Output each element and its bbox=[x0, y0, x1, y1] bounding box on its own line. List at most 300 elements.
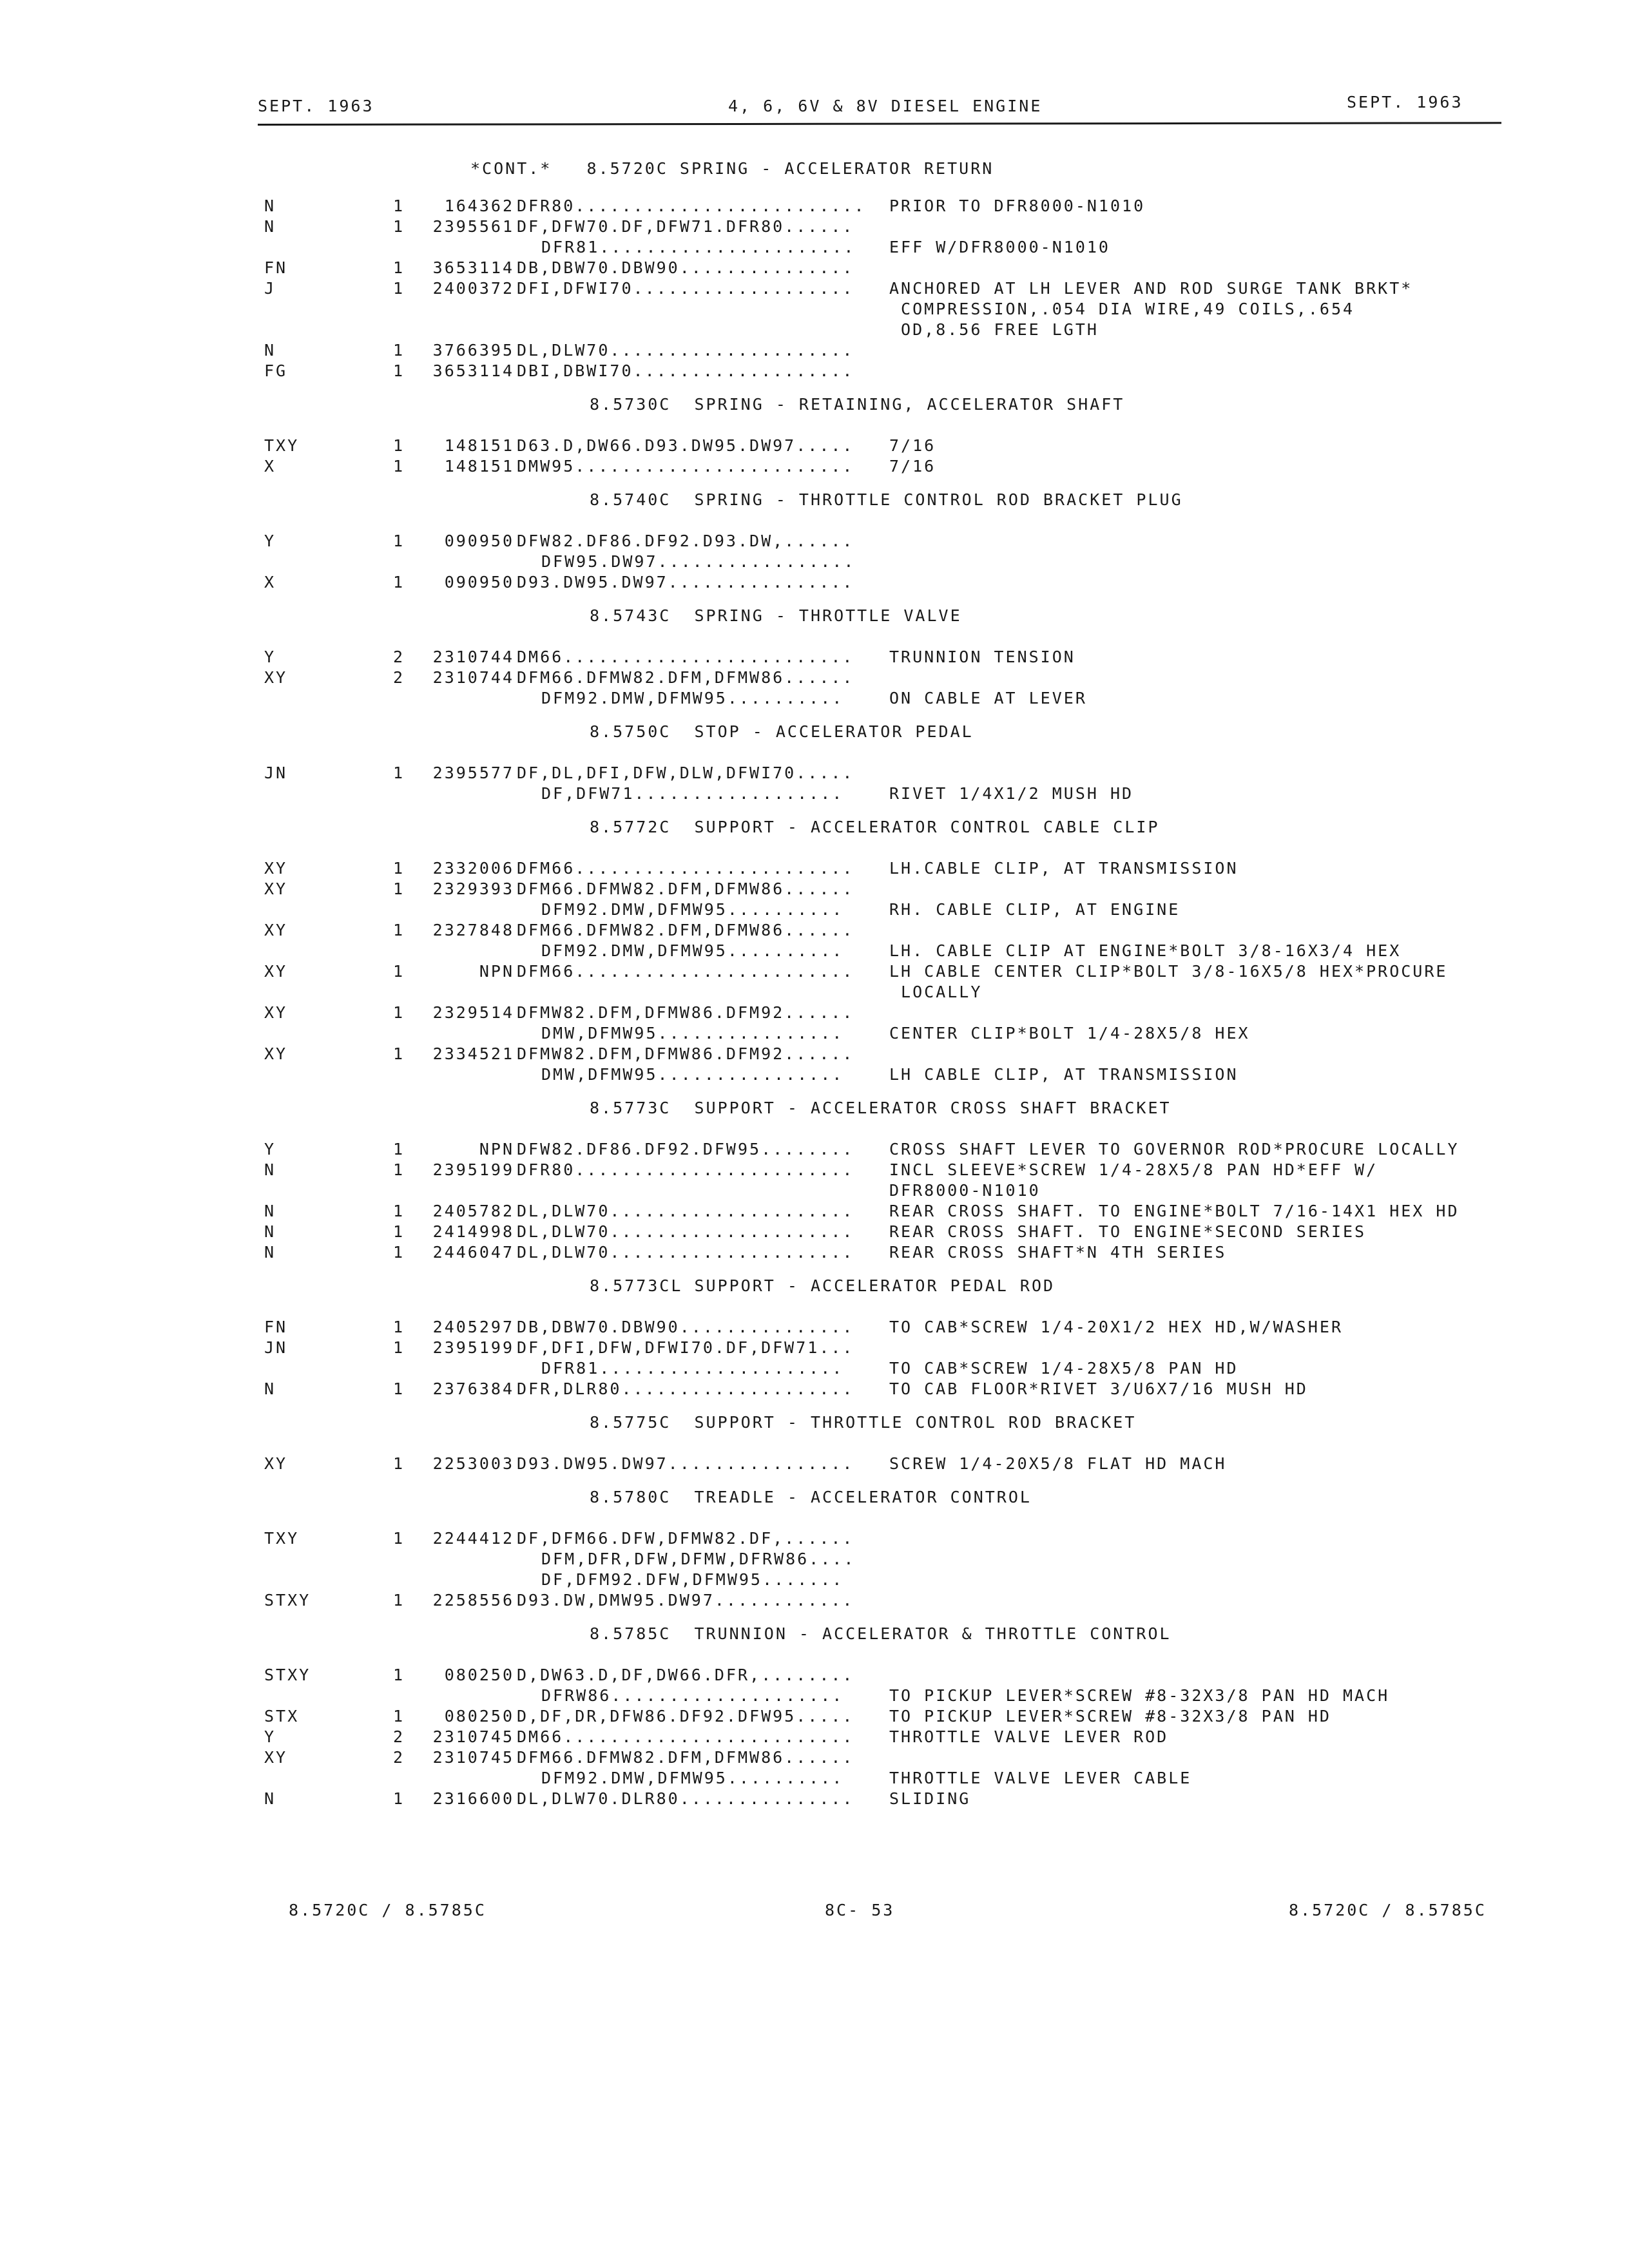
model-list: DFM66........................ bbox=[517, 859, 854, 878]
model-list: DFM66.DFMW82.DFM,DFMW86...... bbox=[517, 879, 854, 898]
model-code: N bbox=[264, 341, 276, 360]
part-number: 3653114 bbox=[432, 258, 514, 277]
part-entry bbox=[0, 858, 1629, 879]
model-code: XY bbox=[264, 1044, 288, 1063]
entry-line bbox=[0, 1454, 1629, 1474]
quantity: 1 bbox=[393, 1666, 405, 1684]
entry-line bbox=[0, 1180, 1629, 1201]
quantity: 1 bbox=[393, 573, 405, 591]
entry-line bbox=[0, 552, 1629, 572]
entry-line bbox=[0, 1528, 1629, 1549]
part-description: OD,8.56 FREE LGTH bbox=[889, 320, 1099, 339]
quantity: 1 bbox=[393, 457, 405, 476]
part-description: LOCALLY bbox=[889, 983, 983, 1001]
header-rule bbox=[258, 122, 1501, 126]
quantity: 1 bbox=[393, 1160, 405, 1179]
entry-line bbox=[0, 783, 1629, 804]
part-entry bbox=[0, 196, 1629, 216]
quantity: 1 bbox=[393, 341, 405, 360]
part-description: THROTTLE VALVE LEVER CABLE bbox=[889, 1769, 1192, 1787]
footer-range-right: 8.5720C / 8.5785C bbox=[1289, 1901, 1487, 1919]
quantity: 1 bbox=[393, 1243, 405, 1262]
entry-line bbox=[0, 1201, 1629, 1222]
part-number: 2446047 bbox=[432, 1243, 514, 1262]
quantity: 1 bbox=[393, 1222, 405, 1241]
model-list: DM66......................... bbox=[517, 648, 854, 666]
section-title: 8.5780C TREADLE - ACCELERATOR CONTROL bbox=[590, 1488, 1032, 1506]
part-entry bbox=[0, 258, 1629, 278]
entry-line bbox=[0, 647, 1629, 668]
model-list: DFM92.DMW,DFMW95.......... bbox=[541, 941, 844, 960]
quantity: 1 bbox=[393, 879, 405, 898]
model-list: DFM92.DMW,DFMW95.......... bbox=[541, 1769, 844, 1787]
quantity: 1 bbox=[393, 279, 405, 298]
part-description: ON CABLE AT LEVER bbox=[889, 689, 1087, 707]
page-number: 8C- 53 bbox=[825, 1901, 895, 1919]
model-list: DFR80......................... bbox=[517, 197, 866, 215]
model-code: STXY bbox=[264, 1666, 311, 1684]
part-entry bbox=[0, 531, 1629, 572]
part-description: LH CABLE CLIP, AT TRANSMISSION bbox=[889, 1065, 1239, 1084]
entry-line bbox=[0, 1789, 1629, 1809]
model-code: Y bbox=[264, 532, 276, 550]
entry-line bbox=[0, 858, 1629, 879]
part-entry bbox=[0, 1317, 1629, 1338]
part-number: 2376384 bbox=[432, 1379, 514, 1398]
part-description: REAR CROSS SHAFT*N 4TH SERIES bbox=[889, 1243, 1227, 1262]
quantity: 1 bbox=[393, 1202, 405, 1220]
quantity: 2 bbox=[393, 1727, 405, 1746]
model-list: DB,DBW70.DBW90............... bbox=[517, 1318, 854, 1336]
entry-line bbox=[0, 920, 1629, 941]
quantity: 1 bbox=[393, 764, 405, 782]
section-title: 8.5772C SUPPORT - ACCELERATOR CONTROL CABLE CLIP bbox=[590, 818, 1160, 836]
entry-line bbox=[0, 278, 1629, 299]
part-number: 3766395 bbox=[432, 341, 514, 360]
model-list: DL,DLW70..................... bbox=[517, 1222, 854, 1241]
entry-line bbox=[0, 1222, 1629, 1242]
entry-line bbox=[0, 531, 1629, 552]
section-title: 8.5740C SPRING - THROTTLE CONTROL ROD BRACKET PLUG bbox=[590, 490, 1183, 509]
part-number: 2329393 bbox=[432, 879, 514, 898]
model-list: DFRW86.................... bbox=[541, 1686, 844, 1705]
part-number: 090950 bbox=[444, 532, 514, 550]
part-description: INCL SLEEVE*SCREW 1/4-28X5/8 PAN HD*EFF W/ bbox=[889, 1160, 1378, 1179]
model-list: DFM66.DFMW82.DFM,DFMW86...... bbox=[517, 921, 854, 939]
model-list: DF,DFW71.................. bbox=[541, 784, 844, 803]
model-code: Y bbox=[264, 1140, 276, 1158]
entry-line bbox=[0, 763, 1629, 783]
model-list: D93.DW,DMW95.DW97............ bbox=[517, 1591, 854, 1610]
part-description: REAR CROSS SHAFT. TO ENGINE*SECOND SERIES bbox=[889, 1222, 1367, 1241]
quantity: 1 bbox=[393, 1529, 405, 1548]
quantity: 1 bbox=[393, 217, 405, 236]
entry-line bbox=[0, 258, 1629, 278]
part-entry bbox=[0, 1706, 1629, 1727]
model-list: DFMW82.DFM,DFMW86.DFM92...... bbox=[517, 1003, 854, 1022]
part-description: 7/16 bbox=[889, 457, 936, 476]
model-code: X bbox=[264, 573, 276, 591]
part-number: 148151 bbox=[444, 457, 514, 476]
header-date-left: SEPT. 1963 bbox=[258, 97, 374, 115]
header-date-right: SEPT. 1963 bbox=[1347, 93, 1463, 111]
entry-line bbox=[0, 1023, 1629, 1044]
model-code: XY bbox=[264, 1748, 288, 1767]
part-number: 2400372 bbox=[432, 279, 514, 298]
section bbox=[0, 718, 1629, 804]
part-entry bbox=[0, 1727, 1629, 1747]
entry-line bbox=[0, 1570, 1629, 1590]
part-entry bbox=[0, 278, 1629, 340]
quantity: 1 bbox=[393, 1003, 405, 1022]
part-description: RIVET 1/4X1/2 MUSH HD bbox=[889, 784, 1134, 803]
quantity: 1 bbox=[393, 1044, 405, 1063]
entry-line bbox=[0, 456, 1629, 477]
entry-line bbox=[0, 1747, 1629, 1768]
quantity: 1 bbox=[393, 921, 405, 939]
part-entry bbox=[0, 1242, 1629, 1263]
part-entry bbox=[0, 1222, 1629, 1242]
part-number: 3653114 bbox=[432, 361, 514, 380]
part-entry bbox=[0, 1528, 1629, 1590]
part-number: 2405782 bbox=[432, 1202, 514, 1220]
model-list: DFM92.DMW,DFMW95.......... bbox=[541, 689, 844, 707]
model-code: J bbox=[264, 279, 276, 298]
model-list: DFW82.DF86.DF92.D93.DW,...... bbox=[517, 532, 854, 550]
quantity: 1 bbox=[393, 859, 405, 878]
quantity: 1 bbox=[393, 1338, 405, 1357]
model-list: DFM66........................ bbox=[517, 962, 854, 981]
model-list: DMW,DFMW95................ bbox=[541, 1024, 844, 1043]
entry-line bbox=[0, 340, 1629, 361]
part-description: COMPRESSION,.054 DIA WIRE,49 COILS,.654 bbox=[889, 300, 1355, 318]
entry-line bbox=[0, 1064, 1629, 1085]
model-code: FN bbox=[264, 258, 288, 277]
quantity: 1 bbox=[393, 436, 405, 455]
entry-line bbox=[0, 1242, 1629, 1263]
model-list: DL,DLW70..................... bbox=[517, 341, 854, 360]
entry-line bbox=[0, 1549, 1629, 1570]
entry-line bbox=[0, 1665, 1629, 1686]
part-number: 2310744 bbox=[432, 648, 514, 666]
part-number: 2334521 bbox=[432, 1044, 514, 1063]
model-list: DL,DLW70..................... bbox=[517, 1243, 854, 1262]
model-list: DFM66.DFMW82.DFM,DFMW86...... bbox=[517, 1748, 854, 1767]
model-code: N bbox=[264, 1243, 276, 1262]
part-entry bbox=[0, 1201, 1629, 1222]
part-entry bbox=[0, 1139, 1629, 1160]
model-code: N bbox=[264, 1379, 276, 1398]
part-number: 164362 bbox=[444, 197, 514, 215]
part-entry bbox=[0, 216, 1629, 258]
quantity: 1 bbox=[393, 1379, 405, 1398]
part-description: DFR8000-N1010 bbox=[889, 1181, 1041, 1200]
entry-line bbox=[0, 1768, 1629, 1789]
entry-line bbox=[0, 899, 1629, 920]
model-code: FG bbox=[264, 361, 288, 380]
model-list: D63.D,DW66.D93.DW95.DW97..... bbox=[517, 436, 854, 455]
part-entry bbox=[0, 920, 1629, 961]
entry-line bbox=[0, 436, 1629, 456]
section-title: 8.5730C SPRING - RETAINING, ACCELERATOR SHAFT bbox=[590, 395, 1125, 414]
part-number: 2310745 bbox=[432, 1748, 514, 1767]
part-entry bbox=[0, 1747, 1629, 1789]
part-description: PRIOR TO DFR8000-N1010 bbox=[889, 197, 1146, 215]
model-code: TXY bbox=[264, 1529, 300, 1548]
part-entry bbox=[0, 763, 1629, 804]
model-code: X bbox=[264, 457, 276, 476]
model-list: DFR80........................ bbox=[517, 1160, 854, 1179]
part-description: CENTER CLIP*BOLT 1/4-28X5/8 HEX bbox=[889, 1024, 1250, 1043]
part-number: 2253003 bbox=[432, 1454, 514, 1473]
model-list: DMW,DFMW95................ bbox=[541, 1065, 844, 1084]
part-entry bbox=[0, 572, 1629, 593]
part-description: ANCHORED AT LH LEVER AND ROD SURGE TANK BRKT* bbox=[889, 279, 1413, 298]
part-entry bbox=[0, 1379, 1629, 1399]
model-code: FN bbox=[264, 1318, 288, 1336]
part-description: SLIDING bbox=[889, 1789, 971, 1808]
model-list: DFM,DFR,DFW,DFMW,DFRW86.... bbox=[541, 1550, 856, 1568]
model-list: DFR,DLR80.................... bbox=[517, 1379, 854, 1398]
part-entry bbox=[0, 668, 1629, 709]
section bbox=[0, 1408, 1629, 1474]
part-entry bbox=[0, 1003, 1629, 1044]
section-title: *CONT.* 8.5720C SPRING - ACCELERATOR RETURN bbox=[470, 159, 994, 178]
part-description: SCREW 1/4-20X5/8 FLAT HD MACH bbox=[889, 1454, 1227, 1473]
model-code: N bbox=[264, 1160, 276, 1179]
entry-line bbox=[0, 1727, 1629, 1747]
part-number: 2332006 bbox=[432, 859, 514, 878]
quantity: 1 bbox=[393, 1707, 405, 1725]
part-number: 2316600 bbox=[432, 1789, 514, 1808]
quantity: 1 bbox=[393, 1789, 405, 1808]
section-title: 8.5743C SPRING - THROTTLE VALVE bbox=[590, 606, 962, 625]
part-number: 2414998 bbox=[432, 1222, 514, 1241]
model-list: DF,DFI,DFW,DFWI70.DF,DFW71... bbox=[517, 1338, 854, 1357]
part-description: 7/16 bbox=[889, 436, 936, 455]
model-code: JN bbox=[264, 764, 288, 782]
entry-line bbox=[0, 1338, 1629, 1358]
quantity: 2 bbox=[393, 1748, 405, 1767]
entry-line bbox=[0, 216, 1629, 237]
model-code: STX bbox=[264, 1707, 300, 1725]
part-entry bbox=[0, 1454, 1629, 1474]
part-entry bbox=[0, 961, 1629, 1003]
part-description: LH CABLE CENTER CLIP*BOLT 3/8-16X5/8 HEX*PROCURE bbox=[889, 962, 1448, 981]
quantity: 2 bbox=[393, 668, 405, 687]
part-description: TO CAB FLOOR*RIVET 3/U6X7/16 MUSH HD bbox=[889, 1379, 1308, 1398]
section bbox=[0, 390, 1629, 477]
entry-line bbox=[0, 320, 1629, 340]
part-number: NPN bbox=[479, 1140, 514, 1158]
model-code: Y bbox=[264, 648, 276, 666]
section bbox=[0, 1483, 1629, 1611]
model-code: XY bbox=[264, 962, 288, 981]
model-list: D,DW63.D,DF,DW66.DFR,........ bbox=[517, 1666, 854, 1684]
quantity: 1 bbox=[393, 1318, 405, 1336]
entry-line bbox=[0, 1358, 1629, 1379]
model-list: DM66......................... bbox=[517, 1727, 854, 1746]
model-list: DFW82.DF86.DF92.DFW95........ bbox=[517, 1140, 854, 1158]
section bbox=[0, 602, 1629, 709]
section bbox=[0, 486, 1629, 593]
entry-line bbox=[0, 1379, 1629, 1399]
part-entry bbox=[0, 1044, 1629, 1085]
model-list: DFM66.DFMW82.DFM,DFMW86...... bbox=[517, 668, 854, 687]
part-description: TO CAB*SCREW 1/4-20X1/2 HEX HD,W/WASHER bbox=[889, 1318, 1343, 1336]
section bbox=[0, 155, 1629, 381]
header-title: 4, 6, 6V & 8V DIESEL ENGINE bbox=[728, 97, 1043, 115]
entry-line bbox=[0, 299, 1629, 320]
model-code: STXY bbox=[264, 1591, 311, 1610]
parts-list bbox=[0, 155, 1629, 1809]
entry-line bbox=[0, 879, 1629, 899]
model-list: DF,DFW70.DF,DFW71.DFR80...... bbox=[517, 217, 854, 236]
model-code: N bbox=[264, 1202, 276, 1220]
part-description: RH. CABLE CLIP, AT ENGINE bbox=[889, 900, 1181, 919]
entry-line bbox=[0, 1003, 1629, 1023]
quantity: 1 bbox=[393, 361, 405, 380]
entry-line bbox=[0, 237, 1629, 258]
model-code: XY bbox=[264, 859, 288, 878]
part-description: REAR CROSS SHAFT. TO ENGINE*BOLT 7/16-14X1 HEX HD bbox=[889, 1202, 1460, 1220]
quantity: 1 bbox=[393, 532, 405, 550]
entry-line bbox=[0, 1317, 1629, 1338]
model-code: XY bbox=[264, 1003, 288, 1022]
part-description: TRUNNION TENSION bbox=[889, 648, 1075, 666]
model-code: TXY bbox=[264, 436, 300, 455]
part-entry bbox=[0, 1160, 1629, 1201]
section bbox=[0, 1094, 1629, 1263]
footer-range-left: 8.5720C / 8.5785C bbox=[289, 1901, 487, 1919]
entry-line bbox=[0, 982, 1629, 1003]
part-number: 080250 bbox=[444, 1666, 514, 1684]
section-title: 8.5773CL SUPPORT - ACCELERATOR PEDAL ROD bbox=[590, 1276, 1055, 1295]
part-number: 2405297 bbox=[432, 1318, 514, 1336]
model-list: DFMW82.DFM,DFMW86.DFM92...... bbox=[517, 1044, 854, 1063]
part-entry bbox=[0, 1665, 1629, 1706]
entry-line bbox=[0, 196, 1629, 216]
section-title: 8.5773C SUPPORT - ACCELERATOR CROSS SHAFT BRACKET bbox=[590, 1099, 1171, 1117]
quantity: 1 bbox=[393, 258, 405, 277]
model-code: XY bbox=[264, 668, 288, 687]
part-number: 2244412 bbox=[432, 1529, 514, 1548]
model-code: N bbox=[264, 217, 276, 236]
entry-line bbox=[0, 1706, 1629, 1727]
entry-line bbox=[0, 961, 1629, 982]
quantity: 1 bbox=[393, 197, 405, 215]
part-number: 2395577 bbox=[432, 764, 514, 782]
model-list: D93.DW95.DW97................ bbox=[517, 1454, 854, 1473]
model-code: Y bbox=[264, 1727, 276, 1746]
model-list: DFW95.DW97................. bbox=[541, 552, 856, 571]
quantity: 1 bbox=[393, 1454, 405, 1473]
model-list: DFM92.DMW,DFMW95.......... bbox=[541, 900, 844, 919]
part-description: EFF W/DFR8000-N1010 bbox=[889, 238, 1110, 256]
entry-line bbox=[0, 1160, 1629, 1180]
model-list: DMW95........................ bbox=[517, 457, 854, 476]
model-code: N bbox=[264, 1789, 276, 1808]
model-list: DL,DLW70..................... bbox=[517, 1202, 854, 1220]
part-number: 2310744 bbox=[432, 668, 514, 687]
model-code: XY bbox=[264, 879, 288, 898]
part-number: 2395199 bbox=[432, 1160, 514, 1179]
part-number: 2310745 bbox=[432, 1727, 514, 1746]
part-entry bbox=[0, 456, 1629, 477]
part-entry bbox=[0, 1789, 1629, 1809]
part-entry bbox=[0, 1590, 1629, 1611]
part-description: CROSS SHAFT LEVER TO GOVERNOR ROD*PROCURE LOCALLY bbox=[889, 1140, 1460, 1158]
model-code: XY bbox=[264, 921, 288, 939]
part-number: 2327848 bbox=[432, 921, 514, 939]
entry-line bbox=[0, 572, 1629, 593]
model-list: DBI,DBWI70................... bbox=[517, 361, 854, 380]
part-description: TO PICKUP LEVER*SCREW #8-32X3/8 PAN HD bbox=[889, 1707, 1331, 1725]
part-entry bbox=[0, 436, 1629, 456]
model-list: D,DF,DR,DFW86.DF92.DFW95..... bbox=[517, 1707, 854, 1725]
part-entry bbox=[0, 361, 1629, 381]
quantity: 1 bbox=[393, 1591, 405, 1610]
part-number: NPN bbox=[479, 962, 514, 981]
section bbox=[0, 1620, 1629, 1809]
part-entry bbox=[0, 879, 1629, 920]
section-title: 8.5785C TRUNNION - ACCELERATOR & THROTTLE CONTROL bbox=[590, 1624, 1171, 1643]
entry-line bbox=[0, 688, 1629, 709]
quantity: 1 bbox=[393, 962, 405, 981]
entry-line bbox=[0, 1044, 1629, 1064]
entry-line bbox=[0, 1139, 1629, 1160]
entry-line bbox=[0, 361, 1629, 381]
part-number: 080250 bbox=[444, 1707, 514, 1725]
part-description: LH. CABLE CLIP AT ENGINE*BOLT 3/8-16X3/4 HEX bbox=[889, 941, 1402, 960]
part-number: 2258556 bbox=[432, 1591, 514, 1610]
part-number: 2329514 bbox=[432, 1003, 514, 1022]
model-code: JN bbox=[264, 1338, 288, 1357]
model-list: DF,DFM92.DFW,DFMW95....... bbox=[541, 1570, 844, 1589]
section bbox=[0, 813, 1629, 1085]
section bbox=[0, 1272, 1629, 1399]
part-description: TO PICKUP LEVER*SCREW #8-32X3/8 PAN HD MACH bbox=[889, 1686, 1390, 1705]
entry-line bbox=[0, 1590, 1629, 1611]
part-number: 2395561 bbox=[432, 217, 514, 236]
model-list: DFR81...................... bbox=[541, 238, 856, 256]
part-description: LH.CABLE CLIP, AT TRANSMISSION bbox=[889, 859, 1239, 878]
part-number: 148151 bbox=[444, 436, 514, 455]
part-entry bbox=[0, 647, 1629, 668]
model-list: DF,DFM66.DFW,DFMW82.DF,...... bbox=[517, 1529, 854, 1548]
model-list: DB,DBW70.DBW90............... bbox=[517, 258, 854, 277]
quantity: 1 bbox=[393, 1140, 405, 1158]
part-number: 2395199 bbox=[432, 1338, 514, 1357]
entry-line bbox=[0, 668, 1629, 688]
model-code: N bbox=[264, 1222, 276, 1241]
section-title: 8.5750C STOP - ACCELERATOR PEDAL bbox=[590, 722, 974, 741]
model-code: N bbox=[264, 197, 276, 215]
entry-line bbox=[0, 941, 1629, 961]
section-title: 8.5775C SUPPORT - THROTTLE CONTROL ROD BRACKET bbox=[590, 1413, 1137, 1432]
quantity: 2 bbox=[393, 648, 405, 666]
model-list: DL,DLW70.DLR80............... bbox=[517, 1789, 854, 1808]
part-description: THROTTLE VALVE LEVER ROD bbox=[889, 1727, 1169, 1746]
part-entry bbox=[0, 1338, 1629, 1379]
entry-line bbox=[0, 1686, 1629, 1706]
model-list: DFI,DFWI70................... bbox=[517, 279, 854, 298]
part-entry bbox=[0, 340, 1629, 361]
model-code: XY bbox=[264, 1454, 288, 1473]
model-list: DF,DL,DFI,DFW,DLW,DFWI70..... bbox=[517, 764, 854, 782]
model-list: DFR81..................... bbox=[541, 1359, 844, 1378]
part-number: 090950 bbox=[444, 573, 514, 591]
